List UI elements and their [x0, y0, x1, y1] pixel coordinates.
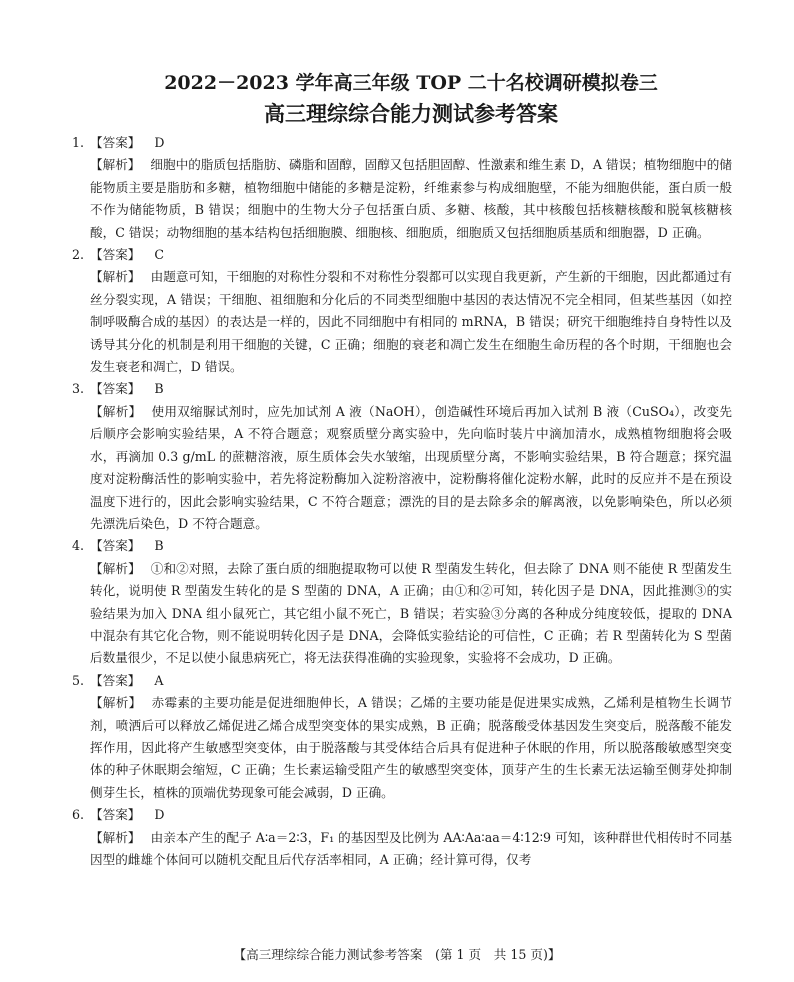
exam-title: 2022－2023 学年高三年级 TOP 二十名校调研模拟卷三 [164, 72, 658, 94]
answer-key-title: 高三理综综合能力测试参考答案 [264, 101, 558, 126]
answer-value: B [154, 538, 164, 554]
analysis-paragraph [90, 558, 732, 670]
analysis-paragraph [90, 154, 732, 244]
answer-line [72, 378, 732, 400]
analysis-label: 【解析】 [90, 403, 142, 419]
question-6 [72, 804, 733, 871]
analysis-text: 由亲本产生的配子 A∶a＝2∶3，F₁ 的基因型及比例为 AA∶Aa∶aa＝4∶12∶9 可知，该种群世代相传时不同基因型的雌雄个体间可以随机交配且后代存活率相同，A 正确；经计算可得，仅考 [90, 829, 733, 867]
answer-label: 【答案】 [90, 538, 141, 554]
answer-label: 【答案】 [90, 672, 141, 688]
answer-line [72, 244, 732, 266]
question-number: 1. [72, 135, 85, 150]
analysis-paragraph [90, 692, 732, 804]
analysis-paragraph [90, 827, 732, 872]
analysis-paragraph [90, 401, 732, 535]
answer-label: 【答案】 [90, 135, 141, 150]
answer-line [72, 670, 732, 692]
analysis-text: 细胞中的脂质包括脂肪、磷脂和固醇，固醇又包括胆固醇、性激素和维生素 D，A 错误；植物细胞中的储能物质主要是脂肪和多糖，植物细胞中储能的多糖是淀粉，纤维素参与构成细胞壁，不能为细胞供能，蛋白质一般不作为储能物质，B 错误；细胞中的生物大分子包括蛋白质、多糖、核酸，其中核酸包括核糖核酸和脱氧核糖核酸，C 错误；动物细胞的基本结构包括细胞膜、细胞核、细胞质，细胞质又包括细胞质基质和细胞器，D 正确。 [90, 157, 733, 240]
analysis-label: 【解析】 [90, 695, 142, 711]
question-4 [72, 535, 733, 669]
answer-value: C [154, 247, 165, 263]
question-3 [72, 378, 732, 535]
question-5 [72, 670, 732, 804]
answer-line [72, 132, 732, 154]
analysis-text: ①和②对照，去除了蛋白质的细胞提取物可以使 R 型菌发生转化，但去除了 DNA 则不能使 R 型菌发生转化，说明使 R 型菌发生转化的是 S 型菌的 DNA，A 正确；由①和②可知，转化因子是 DNA，因此推测③的实验结果为加入 DNA 组小鼠死亡，其它组小鼠不死亡，B 错误；若实验③分离的各种成分纯度较低，提取的 DNA 中混杂有其它化合物，则不能说明转化因子是 DNA，会降低实验结论的可信性，C 正确；若 R 型菌转化为 S 型菌后数量很少，不足以使小鼠患病死亡，将无法获得准确的实验现象，实验将不会成功，D 正确。 [90, 560, 733, 666]
analysis-paragraph [90, 266, 732, 378]
analysis-label: 【解析】 [90, 157, 141, 173]
analysis-label: 【解析】 [90, 269, 141, 285]
question-2 [72, 244, 733, 378]
answer-value: B [154, 381, 164, 397]
analysis-text: 使用双缩脲试剂时，应先加试剂 A 液（NaOH），创造碱性环境后再加入试剂 B 液（CuSO₄），改变先后顺序会影响实验结果，A 不符合题意；观察质壁分离实验中，先向临时装片中滴加清水，成熟植物细胞将会吸水，再滴加 0.3 g/mL 的蔗糖溶液，原生质体会失水皱缩，出现质壁分离，不影响实验结果，B 符合题意；探究温度对淀粉酶活性的影响实验中，若先将淀粉酶加入淀粉溶液中，淀粉酶将催化淀粉水解，此时的反应并不是在预设温度下进行的，因此会影响实验结果，C 不符合题意；漂洗的目的是去除多余的解离液，以免影响染色，所以必须先漂洗后染色，D 不符合题意。 [90, 403, 732, 531]
answer-label: 【答案】 [90, 381, 141, 397]
answer-value: A [154, 672, 164, 688]
answer-line [72, 804, 732, 826]
analysis-label: 【解析】 [90, 560, 141, 576]
answer-label: 【答案】 [90, 807, 141, 823]
question-number: 4. [72, 538, 85, 554]
answer-value: D [154, 135, 165, 150]
analysis-label: 【解析】 [90, 829, 141, 845]
answer-value: D [154, 807, 165, 823]
analysis-text: 由题意可知，干细胞的对称性分裂和不对称性分裂都可以实现自我更新，产生新的干细胞，因此都通过有丝分裂实现，A 错误；干细胞、祖细胞和分化后的不同类型细胞中基因的表达情况不完全相同，但某些基因（如控制呼吸酶合成的基因）的表达是一样的，因此不同细胞中有相同的 mRNA，B 错误；研究干细胞维持自身特性以及诱导其分化的机制是利用干细胞的关键，C 正确；细胞的衰老和凋亡发生在细胞生命历程的各个时期，干细胞也会发生衰老和凋亡，D 错误。 [90, 269, 733, 375]
question-number: 2. [72, 247, 85, 263]
question-1 [72, 132, 733, 244]
analysis-text: 赤霉素的主要功能是促进细胞伸长，A 错误；乙烯的主要功能是促进果实成熟，乙烯利是植物生长调节剂，喷洒后可以释放乙烯促进乙烯合成型突变体的果实成熟，B 正确；脱落酸受体基因发生突变后，脱落酸不能发挥作用，因此将产生敏感型突变体，由于脱落酸与其受体结合后具有促进种子休眠的作用，所以脱落酸敏感型突变体的种子休眠期会缩短，C 正确；生长素运输受阻产生的敏感型突变体，顶芽产生的生长素无法运输至侧芽处抑制侧芽生长，植株的顶端优势现象可能会减弱，D 正确。 [90, 695, 732, 800]
answer-line [72, 535, 732, 557]
question-number: 6. [72, 807, 85, 823]
answer-label: 【答案】 [90, 247, 141, 263]
question-number: 5. [72, 672, 85, 688]
page-footer: 【高三理综综合能力测试参考答案 (第 1 页 共 15 页)】 [233, 947, 561, 962]
question-number: 3. [72, 381, 85, 397]
